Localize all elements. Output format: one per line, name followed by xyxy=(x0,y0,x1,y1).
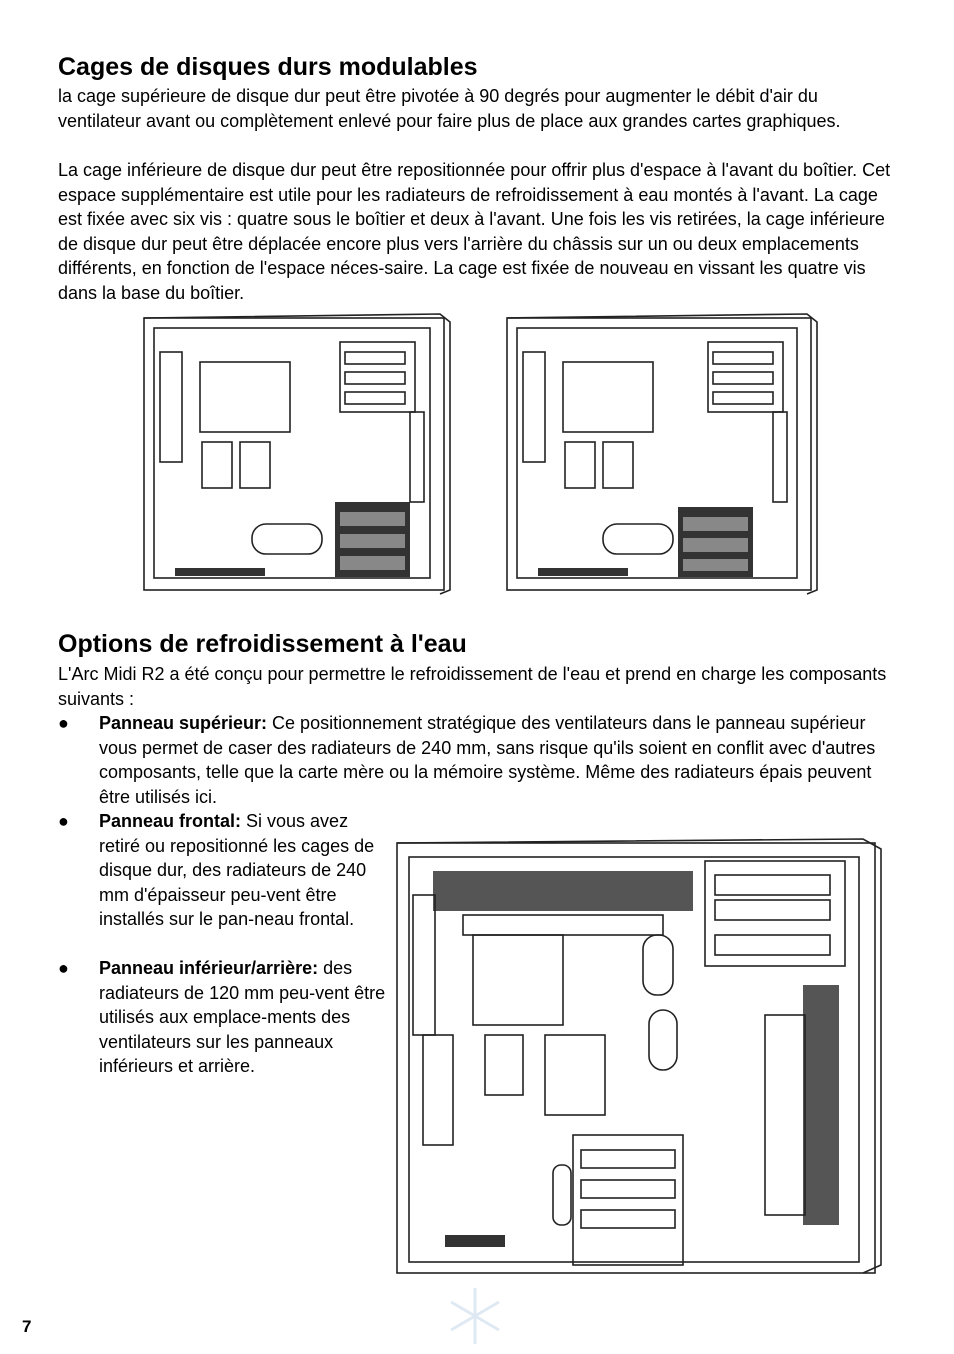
paragraph-lower-cage: La cage inférieure de disque dur peut être repositionnée pour offrir plus d'espace à l'avant du boîtier. Cet espace supplémentaire est utile pour les radiateurs de refroidissement à eau montés à l'avant. La cage est fixée avec six vis : quatre sous le boîtier et deux à l'avant. Une fois les vis retirées, la cage inférieure de disque dur peut être déplacée encore plus vers l'arrière du châssis sur un ou deux emplacements différents, en fonction de l'espace néces-saire. La cage est fixée de nouveau en vissant les quatre vis dans la base du boîtier. xyxy=(58,160,891,303)
bullet-icon: ● xyxy=(58,713,69,733)
bullet-icon: ● xyxy=(58,958,69,978)
case-illustration-cage-position-2 xyxy=(503,312,821,604)
case-illustration-cage-position-1 xyxy=(140,312,454,602)
snowflake-icon xyxy=(443,1284,507,1348)
bullet-label: Panneau frontal: xyxy=(99,811,242,831)
bullet-text: des radiateurs de 120 mm peu-vent être utilisés aux emplace-ments des ventilateurs sur les panneaux inférieurs et arrière. xyxy=(99,958,386,1076)
paragraph-water-cooling-intro: L'Arc Midi R2 a été conçu pour permettre le refroidissement de l'eau et prend en charge les composants suivants : xyxy=(58,664,887,709)
page-number: 7 xyxy=(22,1317,32,1336)
bullet-icon: ● xyxy=(58,811,69,831)
paragraph-upper-cage: la cage supérieure de disque dur peut être pivotée à 90 degrés pour augmenter le débit d'air du ventilateur avant ou complètement enlevé pour faire plus de place aux grandes cartes graphiques. xyxy=(58,86,841,131)
bullet-text: Ce positionnement stratégique des ventilateurs dans le panneau supérieur vous permet de caser des radiateurs de 240 mm, sans risque qu'ils soient en conflit avec d'autres composants, telle que la carte mère ou la mémoire système. Même des radiateurs épais peuvent être utilisés ici. xyxy=(99,713,876,807)
section-heading-hdd-cages: Cages de disques durs modulables xyxy=(58,53,478,81)
list-item-bottom-rear-panel xyxy=(58,956,388,1086)
bullet-text: Si vous avez retiré ou repositionné les cages de disque dur, des radiateurs de 240 mm d'épaisseur peu-vent être installés sur le pan-neau frontal. xyxy=(99,811,375,929)
section-heading-water-cooling: Options de refroidissement à l'eau xyxy=(58,630,467,658)
case-illustration-water-cooling xyxy=(393,835,885,1285)
bullet-label: Panneau supérieur: xyxy=(99,713,268,733)
list-item-front-panel xyxy=(58,809,388,959)
list-item-top-panel xyxy=(58,711,903,811)
bullet-label: Panneau inférieur/arrière: xyxy=(99,958,319,978)
